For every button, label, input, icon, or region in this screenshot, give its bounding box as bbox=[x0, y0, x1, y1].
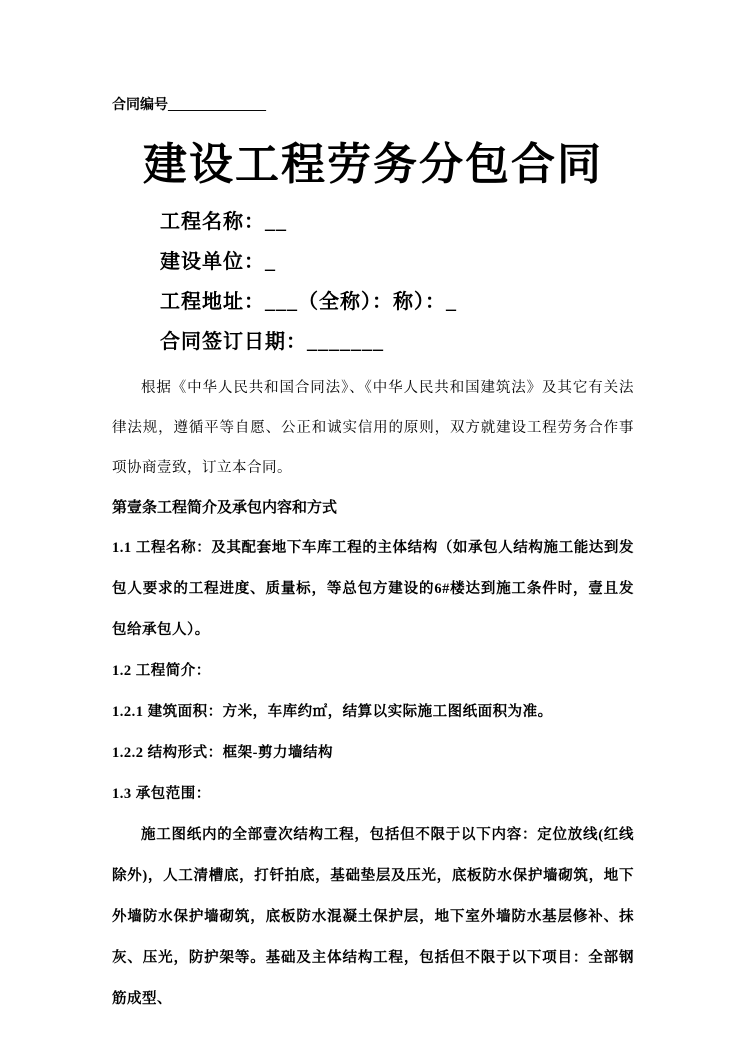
project-address-blank: ___ bbox=[265, 291, 298, 313]
field-row-construction-unit bbox=[160, 242, 634, 282]
construction-unit-label: 建设单位： bbox=[160, 251, 265, 273]
intro-paragraph: 根据《中华人民共和国合同法》、《中华人民共和国建筑法》及其它有关法律法规，遵循平等自愿、公正和诚实信用的原则，双方就建设工程劳务合作事项协商壹致，订立本合同。 bbox=[112, 380, 634, 476]
section-heading: 第壹条工程简介及承包内容和方式 bbox=[112, 500, 338, 516]
signing-date-blank: _______ bbox=[307, 331, 384, 353]
contract-number-label: 合同编号 bbox=[112, 98, 168, 113]
project-address-blank-2: _ bbox=[446, 291, 457, 313]
clause-1-3: 1.3 承包范围： bbox=[112, 786, 211, 802]
construction-unit-blank: _ bbox=[265, 251, 276, 273]
header-fields bbox=[160, 202, 634, 362]
clause-1-2-1: 1.2.1 建筑面积：方米，车库约㎡，结算以实际施工图纸面积为准。 bbox=[112, 704, 553, 720]
project-address-suffix: （全称）：称）： bbox=[298, 291, 446, 313]
field-row-project-name bbox=[160, 202, 634, 242]
clause-1-2: 1.2 工程简介： bbox=[112, 663, 211, 679]
field-row-project-address bbox=[160, 282, 634, 322]
document-title: 建设工程劳务分包合同 bbox=[143, 140, 603, 189]
contract-number-line bbox=[112, 96, 634, 116]
clause-1-1: 1.1 工程名称：及其配套地下车库工程的主体结构（如承包人结构施工能达到发包人要求的工程进度、质量标，等总包方建设的6#楼达到施工条件时，壹且发包给承包人）。 bbox=[112, 540, 634, 638]
project-name-blank: __ bbox=[265, 211, 287, 233]
project-address-label: 工程地址： bbox=[160, 291, 265, 313]
contract-number-blank: ______________ bbox=[168, 98, 266, 113]
field-row-signing-date bbox=[160, 322, 634, 362]
clause-1-2-2: 1.2.2 结构形式：框架-剪力墙结构 bbox=[112, 745, 333, 761]
signing-date-label: 合同签订日期： bbox=[160, 331, 307, 353]
project-name-label: 工程名称： bbox=[160, 211, 265, 233]
scope-paragraph: 施工图纸内的全部壹次结构工程，包括但不限于以下内容：定位放线(红线除外)，人工清槽底，打钎拍底，基础垫层及压光，底板防水保护墙砌筑，地下外墙防水保护墙砌筑，底板防水混凝土保护层，地下室外墙防水基层修补、抹灰、压光，防护架等。基础及主体结构工程，包括但不限于以下项目：全部钢筋成型、 bbox=[112, 827, 634, 1007]
